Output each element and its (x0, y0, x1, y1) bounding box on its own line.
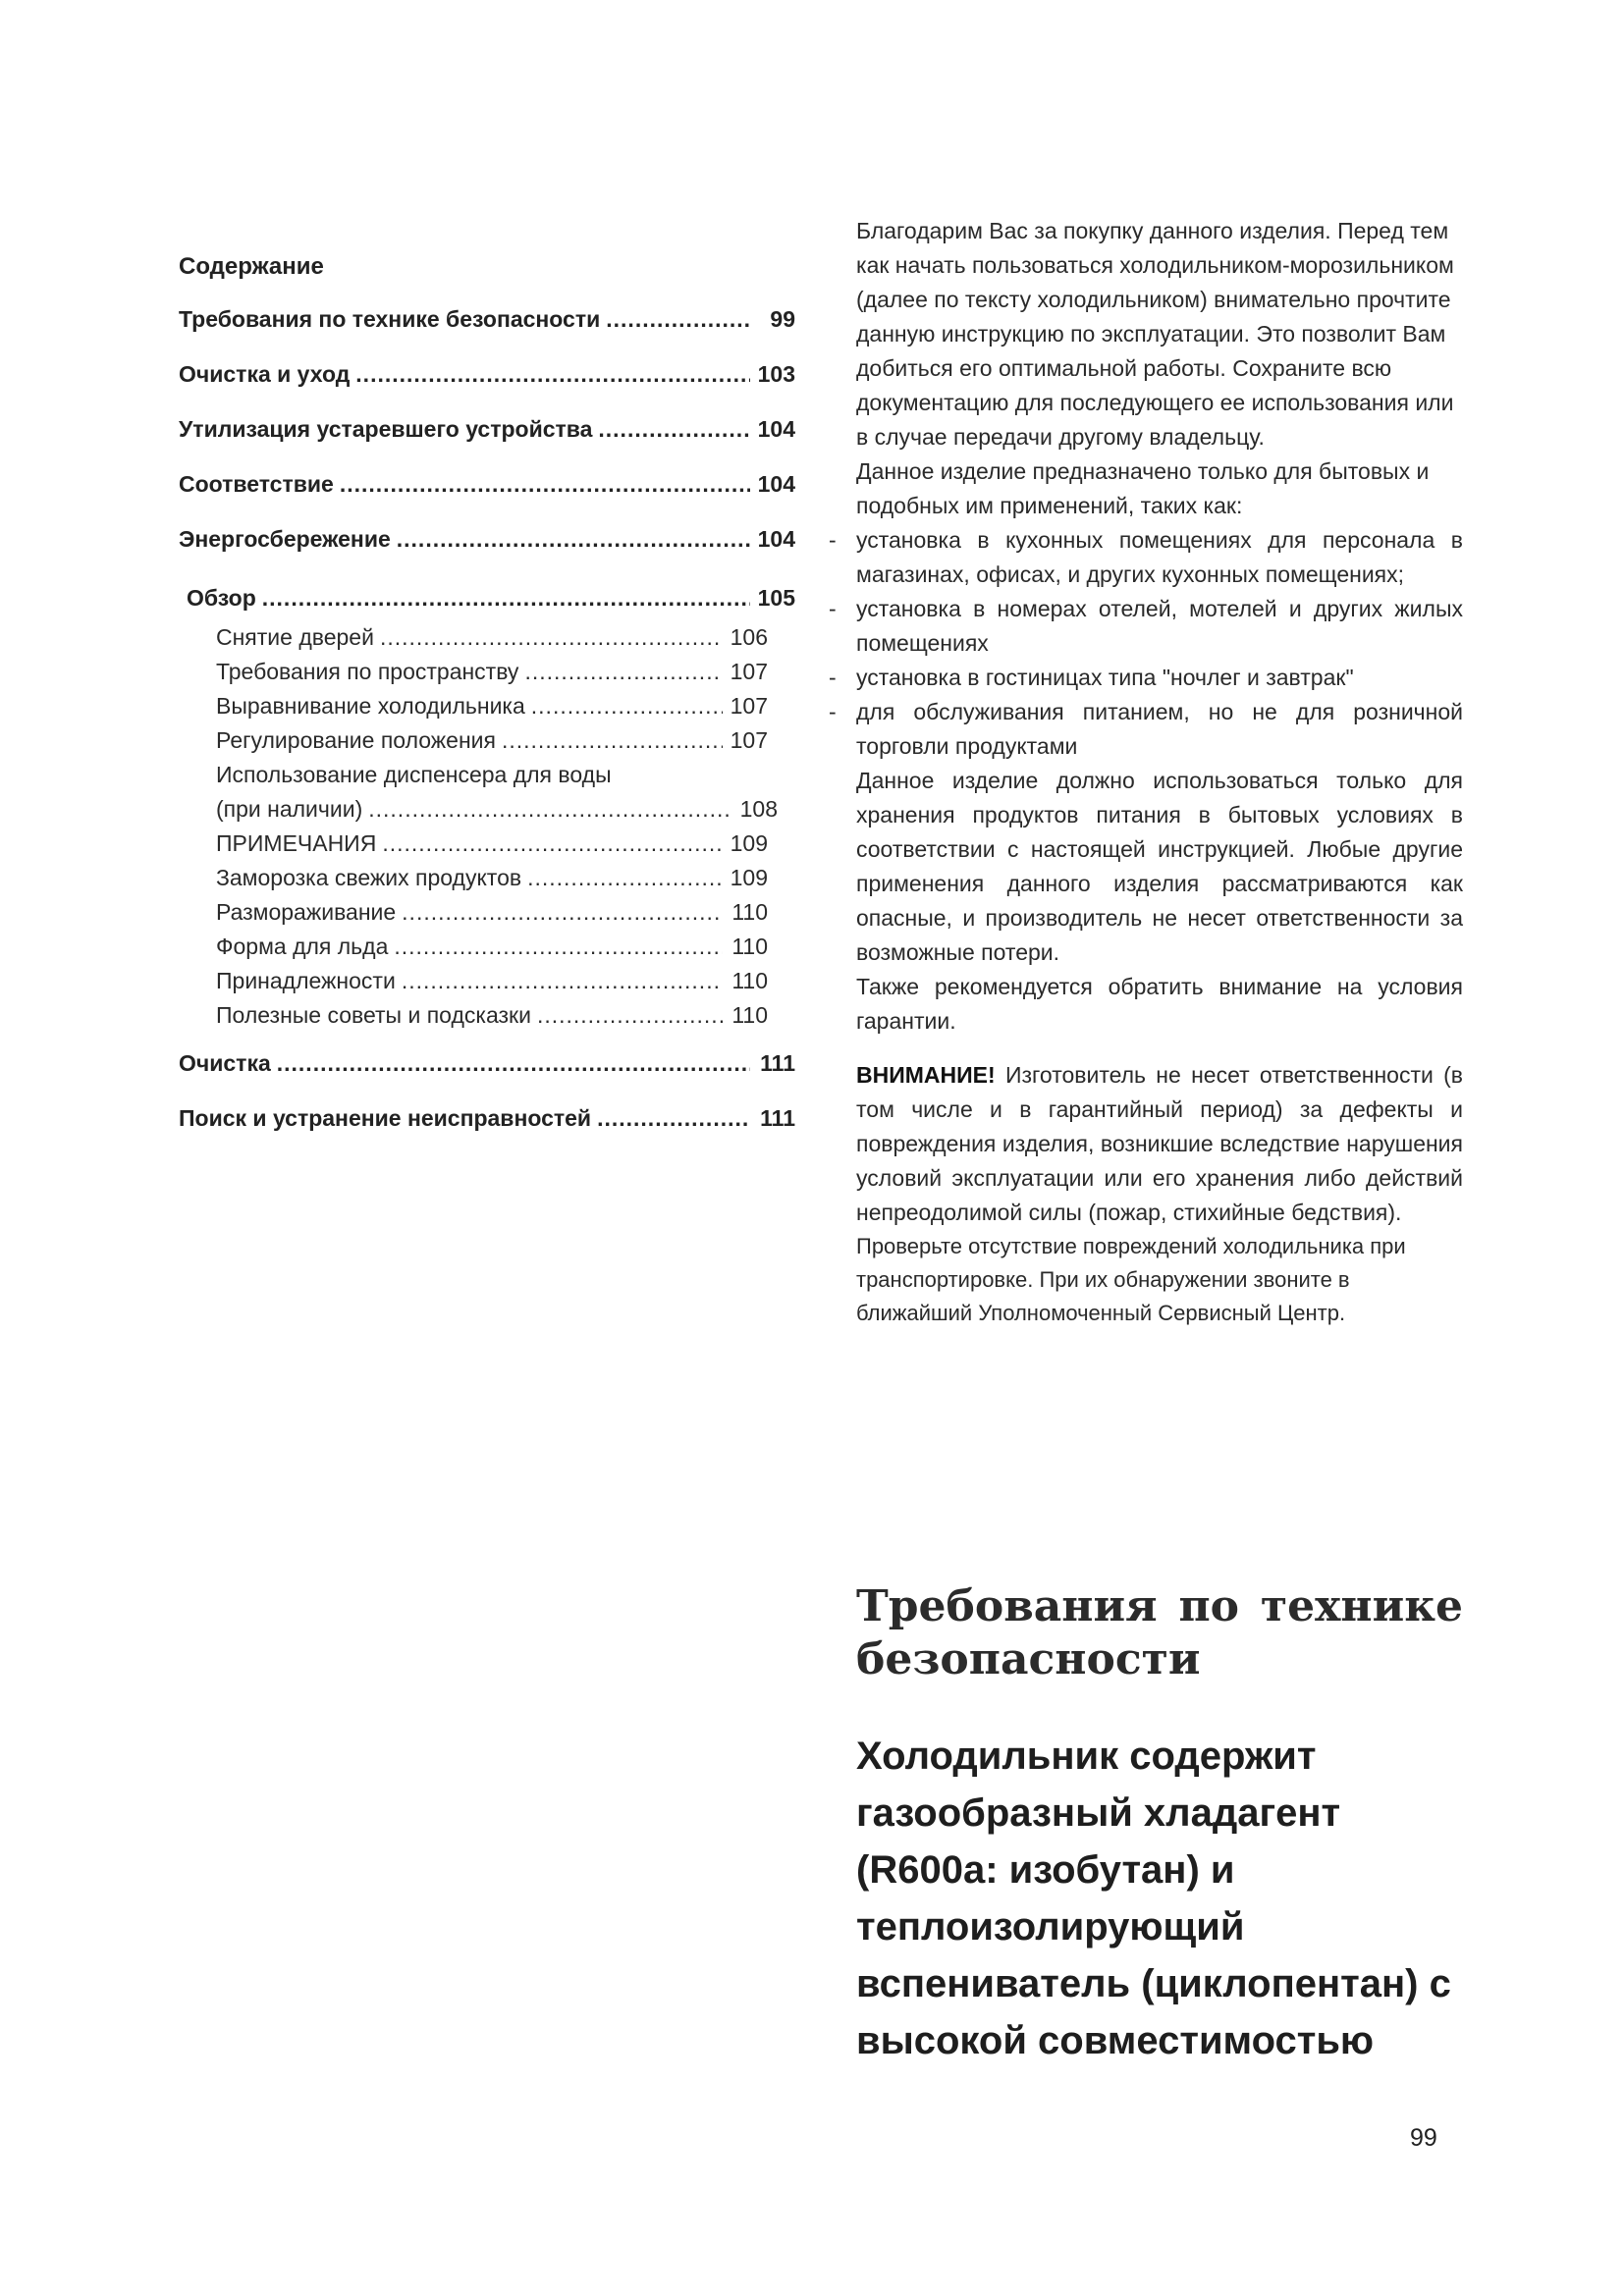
toc-leader (262, 585, 750, 612)
toc-page: 103 (757, 361, 795, 387)
toc-title: Содержание (179, 253, 324, 280)
intro-paragraph: Благодарим Вас за покупку данного изделия. Перед тем как начать пользоваться холодильником-морозильником (далее по тексту холодильником) внимательно прочтите данную инструкцию по эксплуатации. Это позволит Вам добиться его оптимальной работы. Сохраните всю документацию для последующего ее использования или в случае передачи другому владельцу. (856, 218, 1454, 450)
warranty-paragraph: Также рекомендуется обратить внимание на условия гарантии. (856, 974, 1463, 1034)
toc-leader (531, 693, 723, 720)
section-title-line2: безопасности (856, 1634, 1201, 1684)
toc-subentry[interactable] (216, 1002, 768, 1037)
page-number: 99 (1410, 2124, 1437, 2152)
toc-subentry[interactable] (216, 968, 768, 1002)
toc-page: 104 (757, 526, 795, 552)
toc-entry-troubleshooting[interactable] (179, 1105, 795, 1160)
toc-subsection-list (179, 624, 778, 1037)
toc-page: 107 (730, 659, 768, 684)
section-title-line1 (856, 1580, 1463, 1633)
toc-entry-disposal[interactable] (179, 416, 795, 471)
toc-subentry[interactable] (216, 659, 768, 693)
toc-leader (277, 1050, 750, 1077)
toc-leader (597, 1105, 750, 1132)
toc-label: Соответствие (179, 471, 334, 497)
toc-entry-cleaning-care[interactable] (179, 361, 795, 416)
toc-label: Обзор (187, 585, 256, 611)
toc-subentry-dispenser-line2[interactable] (216, 796, 778, 830)
toc-leader (397, 526, 750, 553)
toc-label: Требования по технике безопасности (179, 306, 601, 332)
toc-label: ПРИМЕЧАНИЯ (216, 830, 377, 856)
toc-label: Очистка и уход (179, 361, 351, 387)
restriction-paragraph: Данное изделие должно использоваться только для хранения продуктов питания в бытовых условиях в соответствии с настоящей инструкцией. Любые другие применения данного изделия рассматриваются как опасные, и производитель не несет ответственности за возможные потери. (856, 768, 1463, 965)
toc-entry-compliance[interactable] (179, 471, 795, 526)
toc-label: Энергосбережение (179, 526, 391, 552)
toc-label: Регулирование положения (216, 727, 496, 753)
toc-subentry[interactable] (216, 865, 768, 899)
toc-page: 105 (757, 585, 795, 611)
toc-page: 106 (730, 624, 768, 650)
toc-label: Очистка (179, 1050, 271, 1076)
toc-spacer (179, 1037, 795, 1050)
toc-subentry[interactable] (216, 830, 768, 865)
toc-subentry[interactable] (216, 899, 768, 934)
toc-subentry[interactable] (216, 624, 768, 659)
toc-leader (402, 899, 723, 926)
toc-label: Поиск и устранение неисправностей (179, 1105, 592, 1131)
toc-page: 107 (730, 727, 768, 753)
toc-entry-energy[interactable] (179, 526, 795, 581)
toc-label: Снятие дверей (216, 624, 374, 650)
section-title-word: технике (1260, 1581, 1463, 1631)
toc-leader (382, 830, 723, 857)
toc-leader (394, 934, 723, 960)
toc-page: 99 (770, 306, 795, 332)
toc-leader (527, 865, 723, 891)
section-title (856, 1580, 1463, 1686)
toc-label: Выравнивание холодильника (216, 693, 525, 719)
toc-page: 110 (731, 968, 768, 993)
toc-label: Принадлежности (216, 968, 396, 993)
toc-page: 104 (757, 416, 795, 442)
toc-page: 107 (730, 693, 768, 719)
toc-entry-safety[interactable] (179, 306, 795, 361)
toc-page: 108 (739, 796, 778, 822)
attention-text: Изготовитель не несет ответственности (в том числе и в гарантийный период) за дефекты и повреждения изделия, возникшие вследствие нарушения условий эксплуатации или его хранения либо действий непреодолимой силы (пожар, стихийные бедствия). (856, 1062, 1463, 1225)
toc-subentry[interactable] (216, 934, 768, 968)
toc-entry-cleaning[interactable] (179, 1050, 795, 1105)
toc-label: Требования по пространству (216, 659, 519, 684)
toc-leader (340, 471, 750, 498)
toc-page: 110 (731, 934, 768, 959)
table-of-contents (179, 253, 795, 1160)
toc-label: Утилизация устаревшего устройства (179, 416, 593, 442)
attention-label: ВНИМАНИЕ! (856, 1062, 996, 1088)
toc-leader (368, 796, 732, 823)
toc-page: 110 (731, 899, 768, 925)
list-item: - установка в номерах отелей, мотелей и других жилых помещениях (856, 592, 1463, 661)
list-item: - установка в кухонных помещениях для персонала в магазинах, офисах, и других кухонных помещениях; (856, 523, 1463, 592)
toc-page: 111 (760, 1050, 795, 1076)
toc-page: 104 (757, 471, 795, 497)
toc-page: 109 (730, 830, 768, 856)
toc-subentry[interactable] (216, 727, 768, 762)
list-item: - для обслуживания питанием, но не для розничной торговли продуктами (856, 695, 1463, 764)
toc-label: Полезные советы и подсказки (216, 1002, 531, 1028)
toc-leader (502, 727, 723, 754)
toc-leader (524, 659, 723, 685)
toc-page: 109 (730, 865, 768, 890)
list-item: - установка в гостиницах типа "ночлег и завтрак" (856, 661, 1463, 695)
section-title-word: Требования (856, 1581, 1158, 1631)
toc-leader (355, 361, 750, 388)
toc-leader (402, 968, 723, 994)
toc-page: 110 (731, 1002, 768, 1028)
refrigerant-warning-heading: Холодильник содержит газообразный хладагент (R600a: изобутан) и теплоизолирующий вспениватель (циклопентан) с высокой совместимостью (856, 1735, 1451, 2062)
toc-label: Форма для льда (216, 934, 389, 959)
uses-list (856, 523, 1463, 764)
toc-entry-overview[interactable] (179, 585, 795, 624)
toc-page: 111 (760, 1105, 795, 1131)
toc-subentry[interactable] (216, 693, 768, 727)
intro-text-column (856, 214, 1463, 1330)
purpose-paragraph: Данное изделие предназначено только для бытовых и подобных им применений, таких как: (856, 458, 1430, 518)
toc-label: (при наличии) (216, 796, 363, 822)
attention-paragraph (856, 1058, 1463, 1230)
toc-label: Заморозка свежих продуктов (216, 865, 522, 890)
section-title-word: по (1178, 1581, 1240, 1631)
transport-paragraph: Проверьте отсутствие повреждений холодильника при транспортировке. При их обнаружении звоните в ближайший Уполномоченный Сервисный Центр. (856, 1234, 1406, 1325)
toc-leader (537, 1002, 723, 1029)
toc-subentry-dispenser-line1[interactable]: Использование диспенсера для воды (216, 762, 612, 787)
toc-label: Размораживание (216, 899, 397, 925)
toc-leader (606, 306, 750, 333)
toc-leader (598, 416, 750, 443)
toc-leader (380, 624, 723, 651)
